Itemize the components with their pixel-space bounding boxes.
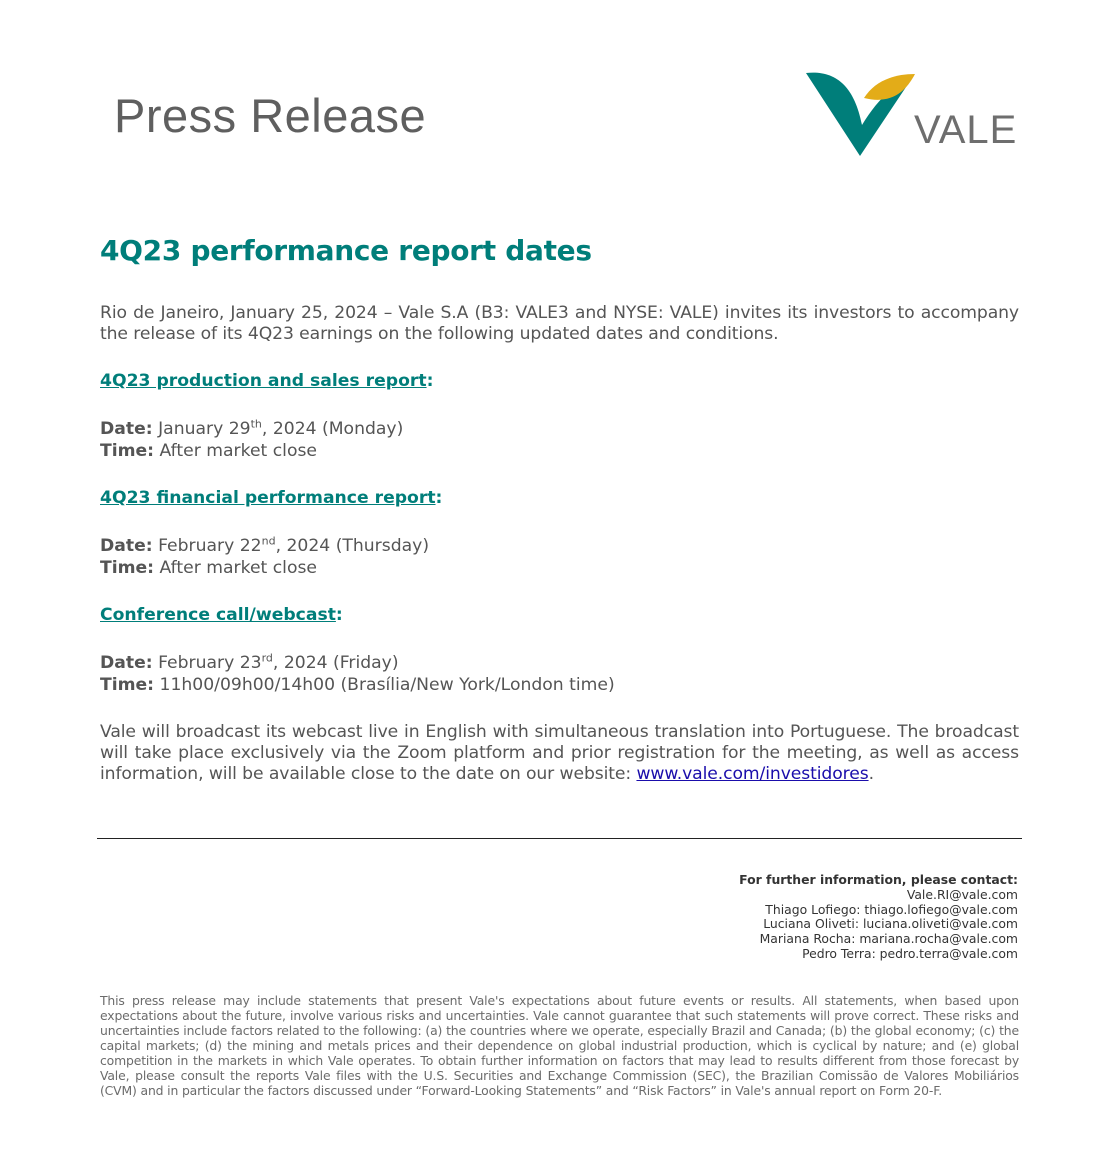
closing-paragraph: Vale will broadcast its webcast live in English with simultaneous translation into Portuguese. The broadcast will take place exclusively via the Zoom platform and prior registration for the meeting, as well as access information, will be available close to the date on our website: www.vale.com/investidores. <box>100 722 1019 784</box>
contact-line: Vale.RI@vale.com <box>906 886 1018 902</box>
press-release-body <box>100 303 1019 785</box>
production-date: Date: January 29th, 2024 (Monday) <box>100 417 404 439</box>
contact-label: For further information, please contact: <box>739 872 1018 887</box>
logo-gold-shape <box>864 74 915 100</box>
logo-text: VALE <box>914 108 1018 152</box>
section-heading-financial: 4Q23 financial performance report: <box>100 488 443 508</box>
divider <box>97 838 1022 839</box>
conference-date: Date: February 23rd, 2024 (Friday) <box>100 651 399 673</box>
intro-paragraph: Rio de Janeiro, January 25, 2024 – Vale S.A (B3: VALE3 and NYSE: VALE) invites its investors to accompany the release of its 4Q23 earnings on the following updated dates and conditions. <box>100 303 1019 344</box>
contact-line: Mariana Rocha: mariana.rocha@vale.com <box>759 931 1018 947</box>
section-heading-production: 4Q23 production and sales report: <box>100 371 434 391</box>
vale-logo <box>804 70 1022 158</box>
website-link[interactable]: www.vale.com/investidores <box>636 764 869 784</box>
conference-time: Time: 11h00/09h00/14h00 (Brasília/New York/London time) <box>100 674 615 695</box>
disclaimer: This press release may include statements that present Vale's expectations about future events or results. All statements, when based upon expectations about the future, involve various risks and uncertainties. Vale cannot guarantee that such statements will prove correct. These risks and uncertainties include factors related to the following: (a) the countries where we operate, especially Brazil and Canada; (b) the global economy; (c) the capital markets; (d) the mining and metals prices and their dependence on global industrial production, which is cyclical by nature; and (e) global competition in the markets in which Vale operates. To obtain further information on factors that may lead to results different from those forecast by Vale, please consult the reports Vale files with the U.S. Securities and Exchange Commission (SEC), the Brazilian Comissão de Valores Mobiliários (CVM) and in particular the factors discussed under “Forward-Looking Statements” and “Risk Factors” in Vale's annual report on Form 20-F. <box>100 993 1019 1098</box>
financial-date: Date: February 22nd, 2024 (Thursday) <box>100 534 430 556</box>
contact-line: Thiago Lofiego: thiago.lofiego@vale.com <box>765 901 1018 917</box>
contact-line: Pedro Terra: pedro.terra@vale.com <box>802 945 1018 961</box>
financial-time: Time: After market close <box>100 557 317 578</box>
contact-line: Luciana Oliveti: luciana.oliveti@vale.com <box>763 916 1018 932</box>
contact-block <box>739 873 1018 962</box>
section-heading-conference: Conference call/webcast: <box>100 605 343 625</box>
production-time: Time: After market close <box>100 440 317 461</box>
headline: 4Q23 performance report dates <box>100 234 592 267</box>
press-release-title: Press Release <box>114 89 427 142</box>
